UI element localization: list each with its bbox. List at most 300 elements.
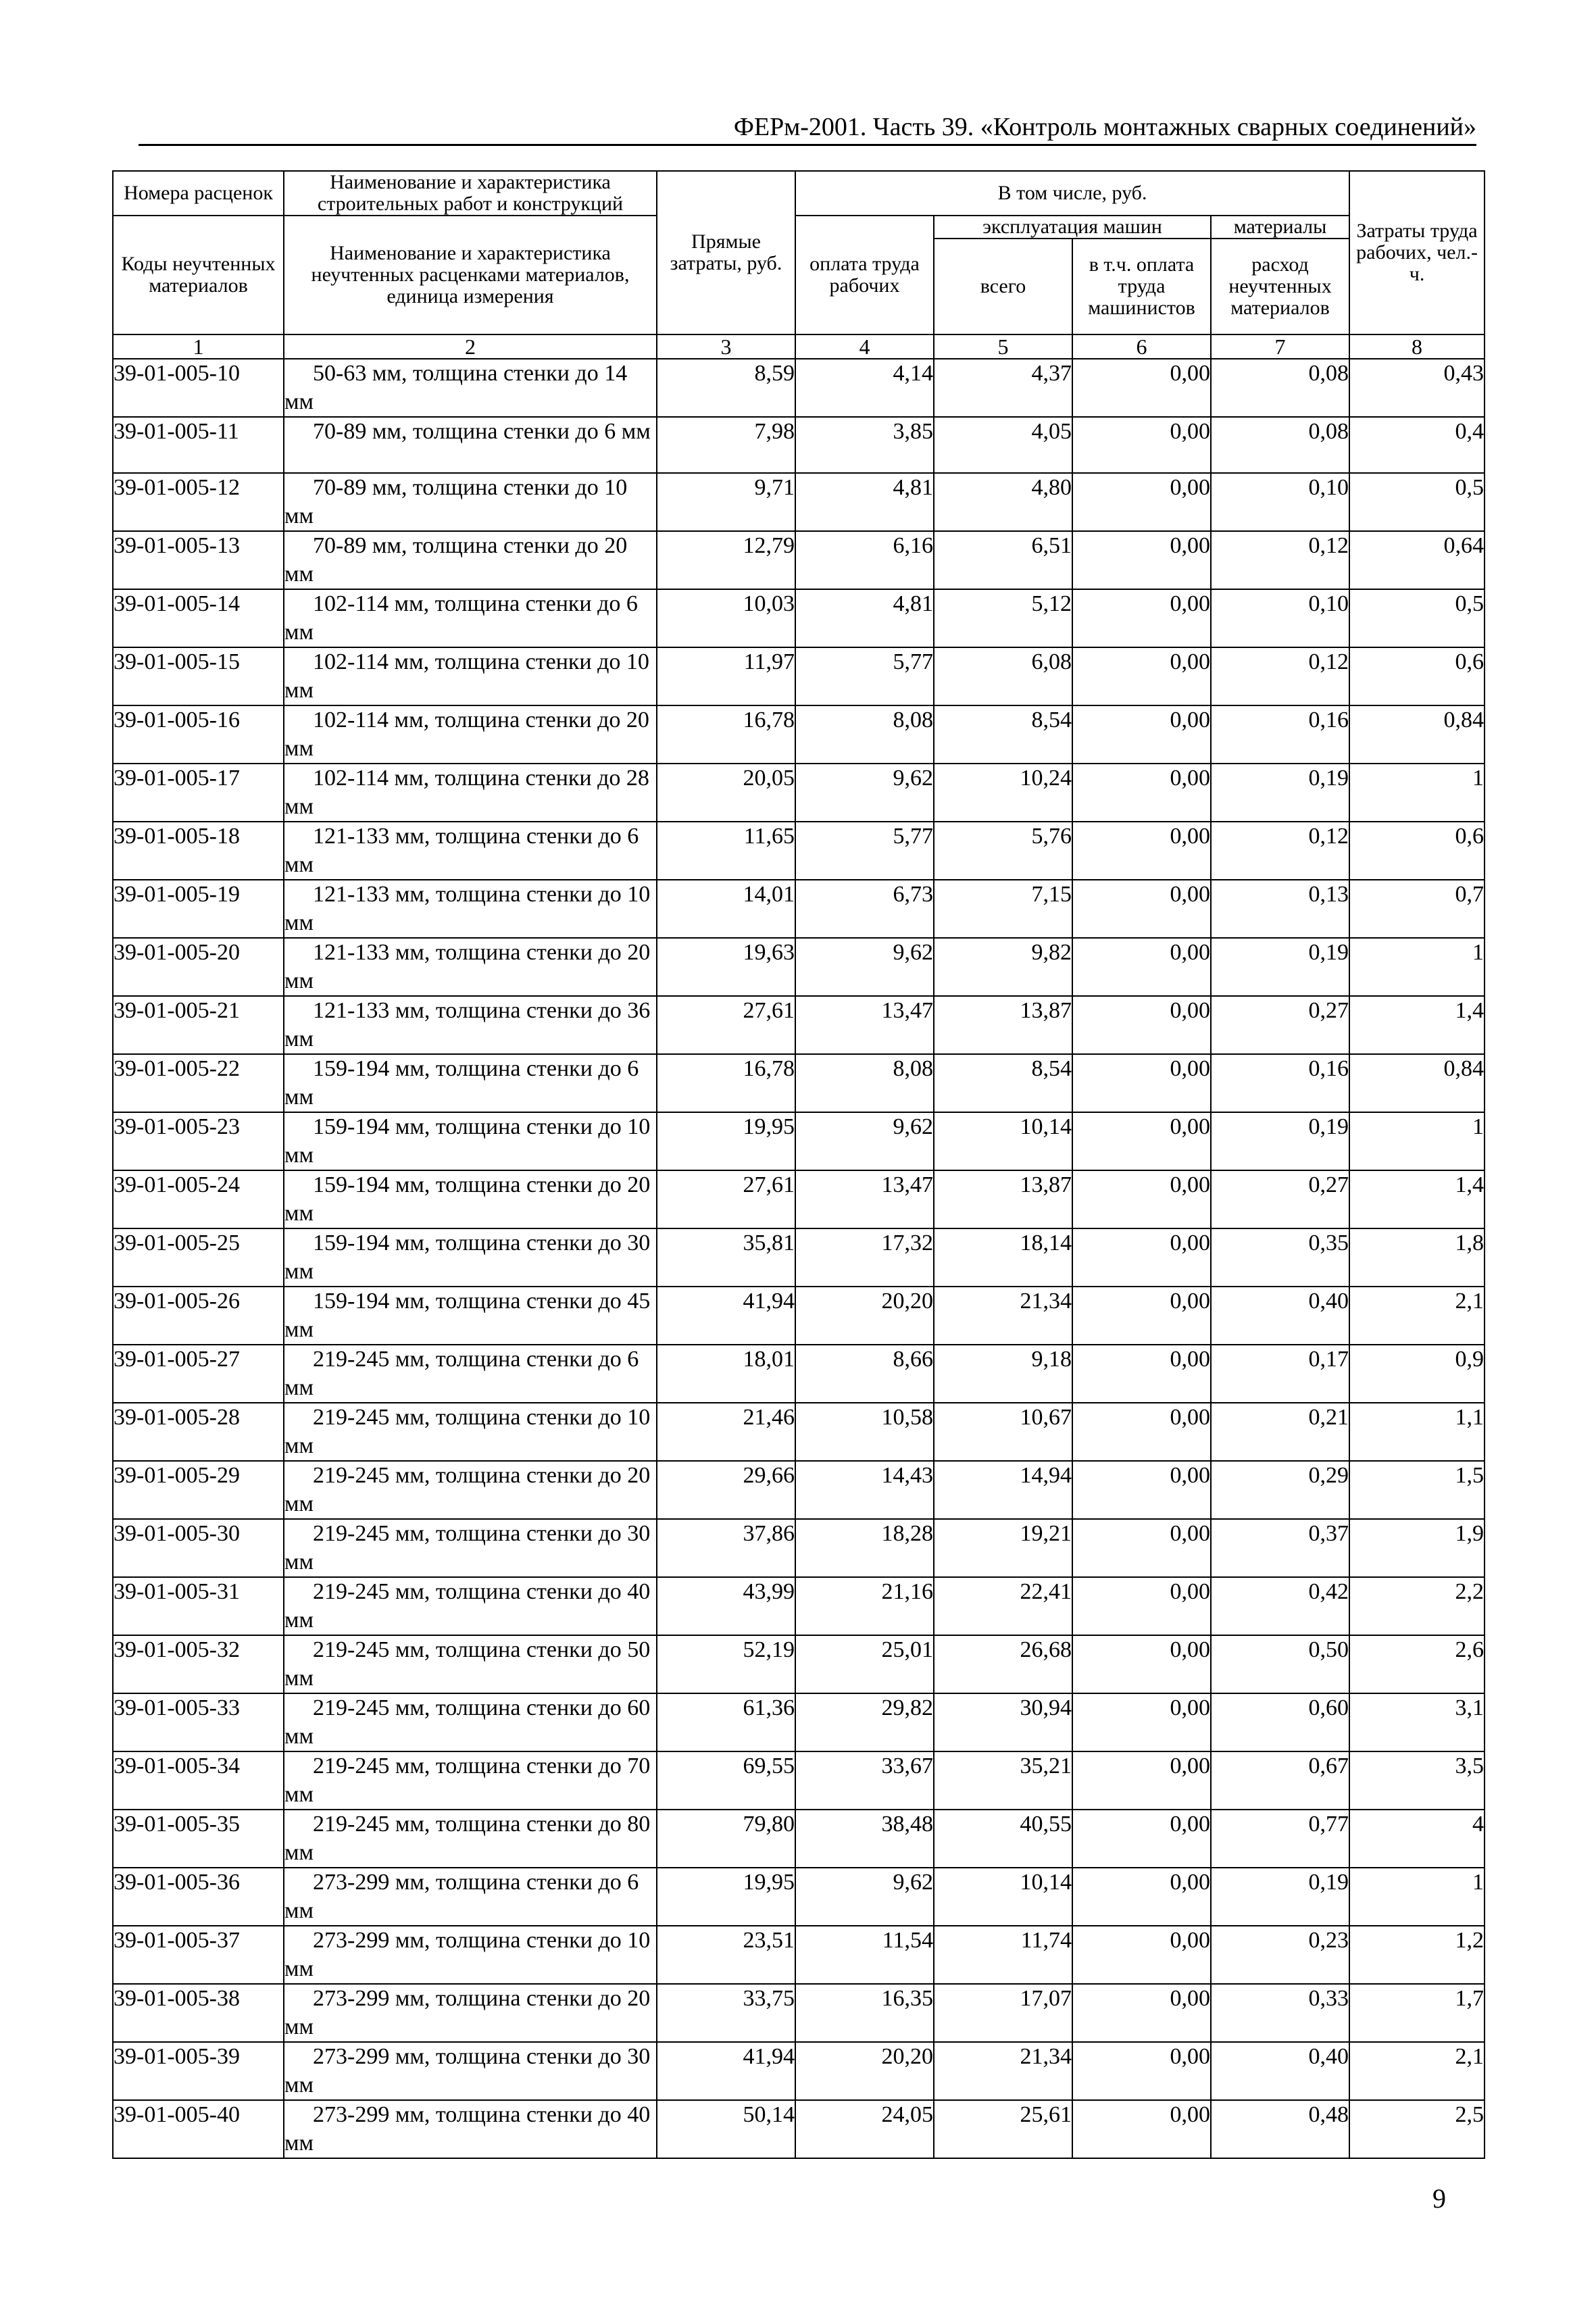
operator-wages-cell: 0,00 — [1072, 1345, 1211, 1403]
worker-wages-cell: 5,77 — [795, 822, 934, 880]
rate-code-cell: 39-01-005-18 — [113, 822, 284, 880]
header-machines-total: всего — [934, 239, 1072, 334]
work-name-cell: 159-194 мм, толщина стенки до 10 мм — [284, 1112, 657, 1170]
direct-costs-cell: 37,86 — [657, 1519, 795, 1577]
rate-code-cell: 39-01-005-24 — [113, 1170, 284, 1228]
operator-wages-cell: 0,00 — [1072, 531, 1211, 589]
work-name-cell: 159-194 мм, толщина стенки до 6 мм — [284, 1054, 657, 1112]
rate-code-cell: 39-01-005-31 — [113, 1577, 284, 1635]
worker-wages-cell: 17,32 — [795, 1228, 934, 1287]
rate-code-cell: 39-01-005-13 — [113, 531, 284, 589]
worker-wages-cell: 6,16 — [795, 531, 934, 589]
header-materials: материалы — [1211, 216, 1349, 239]
operator-wages-cell: 0,00 — [1072, 1519, 1211, 1577]
operator-wages-cell: 0,00 — [1072, 1170, 1211, 1228]
header-rate-numbers: Номера расценок — [113, 171, 284, 216]
direct-costs-cell: 41,94 — [657, 1287, 795, 1345]
work-name-cell: 219-245 мм, толщина стенки до 40 мм — [284, 1577, 657, 1635]
material-consumption-cell: 0,10 — [1211, 589, 1349, 647]
work-name-cell: 273-299 мм, толщина стенки до 6 мм — [284, 1868, 657, 1926]
work-name-cell: 70-89 мм, толщина стенки до 10 мм — [284, 473, 657, 531]
direct-costs-cell: 79,80 — [657, 1810, 795, 1868]
table-row — [113, 1635, 1485, 1693]
direct-costs-cell: 8,59 — [657, 359, 795, 417]
column-number: 5 — [934, 334, 1072, 359]
labor-hours-cell: 4 — [1349, 1810, 1485, 1868]
material-consumption-cell: 0,12 — [1211, 531, 1349, 589]
machines-total-cell: 8,54 — [934, 1054, 1072, 1112]
labor-hours-cell: 0,84 — [1349, 1054, 1485, 1112]
worker-wages-cell: 5,77 — [795, 647, 934, 705]
work-name-cell: 219-245 мм, толщина стенки до 10 мм — [284, 1403, 657, 1461]
worker-wages-cell: 21,16 — [795, 1577, 934, 1635]
machines-total-cell: 10,14 — [934, 1112, 1072, 1170]
material-consumption-cell: 0,50 — [1211, 1635, 1349, 1693]
machines-total-cell: 40,55 — [934, 1810, 1072, 1868]
rate-code-cell: 39-01-005-29 — [113, 1461, 284, 1519]
operator-wages-cell: 0,00 — [1072, 2100, 1211, 2158]
table-row — [113, 1868, 1485, 1926]
worker-wages-cell: 38,48 — [795, 1810, 934, 1868]
direct-costs-cell: 20,05 — [657, 764, 795, 822]
operator-wages-cell: 0,00 — [1072, 1926, 1211, 1984]
header-direct-costs: Прямые затраты, руб. — [657, 171, 795, 334]
rate-code-cell: 39-01-005-38 — [113, 1984, 284, 2042]
machines-total-cell: 4,05 — [934, 417, 1072, 473]
material-consumption-cell: 0,19 — [1211, 764, 1349, 822]
table-row — [113, 705, 1485, 764]
labor-hours-cell: 0,84 — [1349, 705, 1485, 764]
operator-wages-cell: 0,00 — [1072, 1461, 1211, 1519]
work-name-cell: 219-245 мм, толщина стенки до 80 мм — [284, 1810, 657, 1868]
machines-total-cell: 26,68 — [934, 1635, 1072, 1693]
rate-code-cell: 39-01-005-28 — [113, 1403, 284, 1461]
operator-wages-cell: 0,00 — [1072, 1868, 1211, 1926]
table-row — [113, 359, 1485, 417]
table-row — [113, 1112, 1485, 1170]
operator-wages-cell: 0,00 — [1072, 1635, 1211, 1693]
rate-code-cell: 39-01-005-22 — [113, 1054, 284, 1112]
direct-costs-cell: 19,95 — [657, 1112, 795, 1170]
worker-wages-cell: 24,05 — [795, 2100, 934, 2158]
worker-wages-cell: 8,66 — [795, 1345, 934, 1403]
work-name-cell: 102-114 мм, толщина стенки до 6 мм — [284, 589, 657, 647]
labor-hours-cell: 1,5 — [1349, 1461, 1485, 1519]
machines-total-cell: 21,34 — [934, 1287, 1072, 1345]
material-consumption-cell: 0,12 — [1211, 647, 1349, 705]
work-name-cell: 273-299 мм, толщина стенки до 40 мм — [284, 2100, 657, 2158]
material-consumption-cell: 0,08 — [1211, 417, 1349, 473]
labor-hours-cell: 0,6 — [1349, 647, 1485, 705]
direct-costs-cell: 27,61 — [657, 1170, 795, 1228]
rate-code-cell: 39-01-005-33 — [113, 1693, 284, 1751]
machines-total-cell: 8,54 — [934, 705, 1072, 764]
work-name-cell: 219-245 мм, толщина стенки до 60 мм — [284, 1693, 657, 1751]
rate-code-cell: 39-01-005-15 — [113, 647, 284, 705]
table-body — [113, 359, 1485, 2158]
table-row — [113, 1228, 1485, 1287]
labor-hours-cell: 1,1 — [1349, 1403, 1485, 1461]
machines-total-cell: 7,15 — [934, 880, 1072, 938]
machines-total-cell: 4,80 — [934, 473, 1072, 531]
machines-total-cell: 9,82 — [934, 938, 1072, 996]
direct-costs-cell: 61,36 — [657, 1693, 795, 1751]
machines-total-cell: 13,87 — [934, 1170, 1072, 1228]
worker-wages-cell: 8,08 — [795, 705, 934, 764]
material-consumption-cell: 0,19 — [1211, 1112, 1349, 1170]
labor-hours-cell: 0,43 — [1349, 359, 1485, 417]
table-row — [113, 1345, 1485, 1403]
material-consumption-cell: 0,13 — [1211, 880, 1349, 938]
rate-code-cell: 39-01-005-12 — [113, 473, 284, 531]
work-name-cell: 70-89 мм, толщина стенки до 6 мм — [284, 417, 657, 473]
rate-code-cell: 39-01-005-36 — [113, 1868, 284, 1926]
worker-wages-cell: 4,81 — [795, 473, 934, 531]
work-name-cell: 219-245 мм, толщина стенки до 6 мм — [284, 1345, 657, 1403]
rate-code-cell: 39-01-005-32 — [113, 1635, 284, 1693]
work-name-cell: 70-89 мм, толщина стенки до 20 мм — [284, 531, 657, 589]
material-consumption-cell: 0,77 — [1211, 1810, 1349, 1868]
machines-total-cell: 35,21 — [934, 1751, 1072, 1810]
table-row — [113, 764, 1485, 822]
header-material-description: Наименование и характеристика неучтенных расценками материалов, единица измерения — [284, 216, 657, 334]
header-rule — [139, 144, 1476, 146]
rate-code-cell: 39-01-005-21 — [113, 996, 284, 1054]
worker-wages-cell: 9,62 — [795, 1868, 934, 1926]
direct-costs-cell: 41,94 — [657, 2042, 795, 2100]
rate-code-cell: 39-01-005-23 — [113, 1112, 284, 1170]
table-row — [113, 647, 1485, 705]
work-name-cell: 273-299 мм, толщина стенки до 20 мм — [284, 1984, 657, 2042]
direct-costs-cell: 7,98 — [657, 417, 795, 473]
rate-code-cell: 39-01-005-34 — [113, 1751, 284, 1810]
operator-wages-cell: 0,00 — [1072, 1693, 1211, 1751]
operator-wages-cell: 0,00 — [1072, 473, 1211, 531]
material-consumption-cell: 0,27 — [1211, 1170, 1349, 1228]
table-row — [113, 1577, 1485, 1635]
machines-total-cell: 6,51 — [934, 531, 1072, 589]
machines-total-cell: 19,21 — [934, 1519, 1072, 1577]
machines-total-cell: 17,07 — [934, 1984, 1072, 2042]
machines-total-cell: 13,87 — [934, 996, 1072, 1054]
column-number: 7 — [1211, 334, 1349, 359]
worker-wages-cell: 4,14 — [795, 359, 934, 417]
machines-total-cell: 14,94 — [934, 1461, 1072, 1519]
column-number: 3 — [657, 334, 795, 359]
material-consumption-cell: 0,16 — [1211, 1054, 1349, 1112]
rate-code-cell: 39-01-005-27 — [113, 1345, 284, 1403]
direct-costs-cell: 23,51 — [657, 1926, 795, 1984]
machines-total-cell: 10,67 — [934, 1403, 1072, 1461]
rate-code-cell: 39-01-005-16 — [113, 705, 284, 764]
work-name-cell: 219-245 мм, толщина стенки до 20 мм — [284, 1461, 657, 1519]
column-number: 2 — [284, 334, 657, 359]
table-row — [113, 938, 1485, 996]
labor-hours-cell: 1 — [1349, 1868, 1485, 1926]
worker-wages-cell: 18,28 — [795, 1519, 934, 1577]
table-row — [113, 1403, 1485, 1461]
column-number: 8 — [1349, 334, 1485, 359]
worker-wages-cell: 13,47 — [795, 1170, 934, 1228]
operator-wages-cell: 0,00 — [1072, 764, 1211, 822]
table-row — [113, 1461, 1485, 1519]
rate-code-cell: 39-01-005-39 — [113, 2042, 284, 2100]
rate-code-cell: 39-01-005-11 — [113, 417, 284, 473]
labor-hours-cell: 2,6 — [1349, 1635, 1485, 1693]
table-row — [113, 1810, 1485, 1868]
header-material-consumption: расход неучтенных материалов — [1211, 239, 1349, 334]
operator-wages-cell: 0,00 — [1072, 880, 1211, 938]
machines-total-cell: 10,14 — [934, 1868, 1072, 1926]
worker-wages-cell: 20,20 — [795, 2042, 934, 2100]
rates-table — [112, 170, 1485, 2159]
operator-wages-cell: 0,00 — [1072, 1403, 1211, 1461]
table-row — [113, 1519, 1485, 1577]
column-number: 1 — [113, 334, 284, 359]
direct-costs-cell: 11,97 — [657, 647, 795, 705]
material-consumption-cell: 0,17 — [1211, 1345, 1349, 1403]
labor-hours-cell: 0,5 — [1349, 473, 1485, 531]
rate-code-cell: 39-01-005-37 — [113, 1926, 284, 1984]
worker-wages-cell: 13,47 — [795, 996, 934, 1054]
direct-costs-cell: 33,75 — [657, 1984, 795, 2042]
table-row — [113, 1984, 1485, 2042]
table-row — [113, 880, 1485, 938]
operator-wages-cell: 0,00 — [1072, 996, 1211, 1054]
work-name-cell: 219-245 мм, толщина стенки до 70 мм — [284, 1751, 657, 1810]
direct-costs-cell: 52,19 — [657, 1635, 795, 1693]
labor-hours-cell: 2,5 — [1349, 2100, 1485, 2158]
labor-hours-cell: 1,7 — [1349, 1984, 1485, 2042]
rate-code-cell: 39-01-005-14 — [113, 589, 284, 647]
labor-hours-cell: 1 — [1349, 764, 1485, 822]
work-name-cell: 121-133 мм, толщина стенки до 10 мм — [284, 880, 657, 938]
labor-hours-cell: 3,1 — [1349, 1693, 1485, 1751]
material-consumption-cell: 0,67 — [1211, 1751, 1349, 1810]
work-name-cell: 102-114 мм, толщина стенки до 20 мм — [284, 705, 657, 764]
material-consumption-cell: 0,29 — [1211, 1461, 1349, 1519]
header-work-description: Наименование и характеристика строительных работ и конструкций — [284, 171, 657, 216]
material-consumption-cell: 0,08 — [1211, 359, 1349, 417]
direct-costs-cell: 29,66 — [657, 1461, 795, 1519]
labor-hours-cell: 0,5 — [1349, 589, 1485, 647]
running-head-title: ФЕРм-2001. Часть 39. «Контроль монтажных сварных соединений» — [733, 113, 1476, 141]
worker-wages-cell: 9,62 — [795, 938, 934, 996]
material-consumption-cell: 0,40 — [1211, 2042, 1349, 2100]
operator-wages-cell: 0,00 — [1072, 647, 1211, 705]
work-name-cell: 121-133 мм, толщина стенки до 36 мм — [284, 996, 657, 1054]
direct-costs-cell: 50,14 — [657, 2100, 795, 2158]
work-name-cell: 159-194 мм, толщина стенки до 45 мм — [284, 1287, 657, 1345]
worker-wages-cell: 25,01 — [795, 1635, 934, 1693]
material-consumption-cell: 0,27 — [1211, 996, 1349, 1054]
worker-wages-cell: 20,20 — [795, 1287, 934, 1345]
labor-hours-cell: 2,2 — [1349, 1577, 1485, 1635]
worker-wages-cell: 4,81 — [795, 589, 934, 647]
labor-hours-cell: 1,2 — [1349, 1926, 1485, 1984]
material-consumption-cell: 0,35 — [1211, 1228, 1349, 1287]
direct-costs-cell: 18,01 — [657, 1345, 795, 1403]
work-name-cell: 102-114 мм, толщина стенки до 10 мм — [284, 647, 657, 705]
labor-hours-cell: 0,4 — [1349, 417, 1485, 473]
machines-total-cell: 21,34 — [934, 2042, 1072, 2100]
operator-wages-cell: 0,00 — [1072, 1054, 1211, 1112]
work-name-cell: 50-63 мм, толщина стенки до 14 мм — [284, 359, 657, 417]
worker-wages-cell: 29,82 — [795, 1693, 934, 1751]
material-consumption-cell: 0,10 — [1211, 473, 1349, 531]
header-material-codes: Коды неучтенных материалов — [113, 216, 284, 334]
machines-total-cell: 5,12 — [934, 589, 1072, 647]
rate-code-cell: 39-01-005-10 — [113, 359, 284, 417]
header-operator-wages: в т.ч. оплата труда машинистов — [1072, 239, 1211, 334]
work-name-cell: 121-133 мм, толщина стенки до 20 мм — [284, 938, 657, 996]
table-row — [113, 2100, 1485, 2158]
work-name-cell: 159-194 мм, толщина стенки до 30 мм — [284, 1228, 657, 1287]
material-consumption-cell: 0,48 — [1211, 2100, 1349, 2158]
operator-wages-cell: 0,00 — [1072, 1984, 1211, 2042]
machines-total-cell: 10,24 — [934, 764, 1072, 822]
direct-costs-cell: 11,65 — [657, 822, 795, 880]
rate-code-cell: 39-01-005-40 — [113, 2100, 284, 2158]
work-name-cell: 159-194 мм, толщина стенки до 20 мм — [284, 1170, 657, 1228]
table-row — [113, 1170, 1485, 1228]
work-name-cell: 219-245 мм, толщина стенки до 30 мм — [284, 1519, 657, 1577]
page-number: 9 — [1432, 2183, 1446, 2214]
direct-costs-cell: 9,71 — [657, 473, 795, 531]
labor-hours-cell: 1 — [1349, 1112, 1485, 1170]
labor-hours-cell: 2,1 — [1349, 2042, 1485, 2100]
worker-wages-cell: 3,85 — [795, 417, 934, 473]
material-consumption-cell: 0,60 — [1211, 1693, 1349, 1751]
material-consumption-cell: 0,42 — [1211, 1577, 1349, 1635]
direct-costs-cell: 14,01 — [657, 880, 795, 938]
labor-hours-cell: 0,9 — [1349, 1345, 1485, 1403]
work-name-cell: 219-245 мм, толщина стенки до 50 мм — [284, 1635, 657, 1693]
work-name-cell: 273-299 мм, толщина стенки до 30 мм — [284, 2042, 657, 2100]
machines-total-cell: 6,08 — [934, 647, 1072, 705]
table-row — [113, 1693, 1485, 1751]
labor-hours-cell: 3,5 — [1349, 1751, 1485, 1810]
worker-wages-cell: 11,54 — [795, 1926, 934, 1984]
table-row — [113, 996, 1485, 1054]
table-row — [113, 473, 1485, 531]
header-machine-operation: эксплуатация машин — [934, 216, 1211, 239]
table-row — [113, 822, 1485, 880]
table-row — [113, 1054, 1485, 1112]
material-consumption-cell: 0,16 — [1211, 705, 1349, 764]
operator-wages-cell: 0,00 — [1072, 705, 1211, 764]
machines-total-cell: 9,18 — [934, 1345, 1072, 1403]
direct-costs-cell: 21,46 — [657, 1403, 795, 1461]
labor-hours-cell: 2,1 — [1349, 1287, 1485, 1345]
column-number-row — [113, 334, 1485, 359]
labor-hours-cell: 0,7 — [1349, 880, 1485, 938]
material-consumption-cell: 0,40 — [1211, 1287, 1349, 1345]
labor-hours-cell: 0,64 — [1349, 531, 1485, 589]
direct-costs-cell: 12,79 — [657, 531, 795, 589]
direct-costs-cell: 27,61 — [657, 996, 795, 1054]
column-number: 6 — [1072, 334, 1211, 359]
machines-total-cell: 18,14 — [934, 1228, 1072, 1287]
material-consumption-cell: 0,37 — [1211, 1519, 1349, 1577]
header-worker-wages: оплата труда рабочих — [795, 216, 934, 334]
material-consumption-cell: 0,33 — [1211, 1984, 1349, 2042]
machines-total-cell: 30,94 — [934, 1693, 1072, 1751]
operator-wages-cell: 0,00 — [1072, 1810, 1211, 1868]
operator-wages-cell: 0,00 — [1072, 1228, 1211, 1287]
worker-wages-cell: 9,62 — [795, 1112, 934, 1170]
worker-wages-cell: 16,35 — [795, 1984, 934, 2042]
rate-code-cell: 39-01-005-25 — [113, 1228, 284, 1287]
direct-costs-cell: 69,55 — [657, 1751, 795, 1810]
rate-code-cell: 39-01-005-17 — [113, 764, 284, 822]
direct-costs-cell: 10,03 — [657, 589, 795, 647]
labor-hours-cell: 1,4 — [1349, 1170, 1485, 1228]
worker-wages-cell: 8,08 — [795, 1054, 934, 1112]
operator-wages-cell: 0,00 — [1072, 822, 1211, 880]
machines-total-cell: 25,61 — [934, 2100, 1072, 2158]
machines-total-cell: 5,76 — [934, 822, 1072, 880]
machines-total-cell: 11,74 — [934, 1926, 1072, 1984]
material-consumption-cell: 0,23 — [1211, 1926, 1349, 1984]
table-row — [113, 2042, 1485, 2100]
direct-costs-cell: 16,78 — [657, 1054, 795, 1112]
operator-wages-cell: 0,00 — [1072, 1287, 1211, 1345]
material-consumption-cell: 0,19 — [1211, 938, 1349, 996]
rate-code-cell: 39-01-005-35 — [113, 1810, 284, 1868]
operator-wages-cell: 0,00 — [1072, 2042, 1211, 2100]
operator-wages-cell: 0,00 — [1072, 1577, 1211, 1635]
operator-wages-cell: 0,00 — [1072, 1112, 1211, 1170]
table-row — [113, 1926, 1485, 1984]
worker-wages-cell: 6,73 — [795, 880, 934, 938]
labor-hours-cell: 1,4 — [1349, 996, 1485, 1054]
material-consumption-cell: 0,12 — [1211, 822, 1349, 880]
direct-costs-cell: 19,63 — [657, 938, 795, 996]
rate-code-cell: 39-01-005-19 — [113, 880, 284, 938]
labor-hours-cell: 0,6 — [1349, 822, 1485, 880]
labor-hours-cell: 1 — [1349, 938, 1485, 996]
material-consumption-cell: 0,19 — [1211, 1868, 1349, 1926]
machines-total-cell: 22,41 — [934, 1577, 1072, 1635]
work-name-cell: 102-114 мм, толщина стенки до 28 мм — [284, 764, 657, 822]
work-name-cell: 121-133 мм, толщина стенки до 6 мм — [284, 822, 657, 880]
operator-wages-cell: 0,00 — [1072, 938, 1211, 996]
header-including: В том числе, руб. — [795, 171, 1349, 216]
header-labor-hours: Затраты труда рабочих, чел.-ч. — [1349, 171, 1485, 334]
machines-total-cell: 4,37 — [934, 359, 1072, 417]
column-number: 4 — [795, 334, 934, 359]
direct-costs-cell: 35,81 — [657, 1228, 795, 1287]
rate-code-cell: 39-01-005-26 — [113, 1287, 284, 1345]
labor-hours-cell: 1,8 — [1349, 1228, 1485, 1287]
rate-code-cell: 39-01-005-30 — [113, 1519, 284, 1577]
operator-wages-cell: 0,00 — [1072, 1751, 1211, 1810]
worker-wages-cell: 14,43 — [795, 1461, 934, 1519]
direct-costs-cell: 43,99 — [657, 1577, 795, 1635]
rate-code-cell: 39-01-005-20 — [113, 938, 284, 996]
table-row — [113, 1751, 1485, 1810]
labor-hours-cell: 1,9 — [1349, 1519, 1485, 1577]
worker-wages-cell: 10,58 — [795, 1403, 934, 1461]
operator-wages-cell: 0,00 — [1072, 359, 1211, 417]
worker-wages-cell: 33,67 — [795, 1751, 934, 1810]
material-consumption-cell: 0,21 — [1211, 1403, 1349, 1461]
worker-wages-cell: 9,62 — [795, 764, 934, 822]
table-row — [113, 417, 1485, 473]
direct-costs-cell: 19,95 — [657, 1868, 795, 1926]
direct-costs-cell: 16,78 — [657, 705, 795, 764]
